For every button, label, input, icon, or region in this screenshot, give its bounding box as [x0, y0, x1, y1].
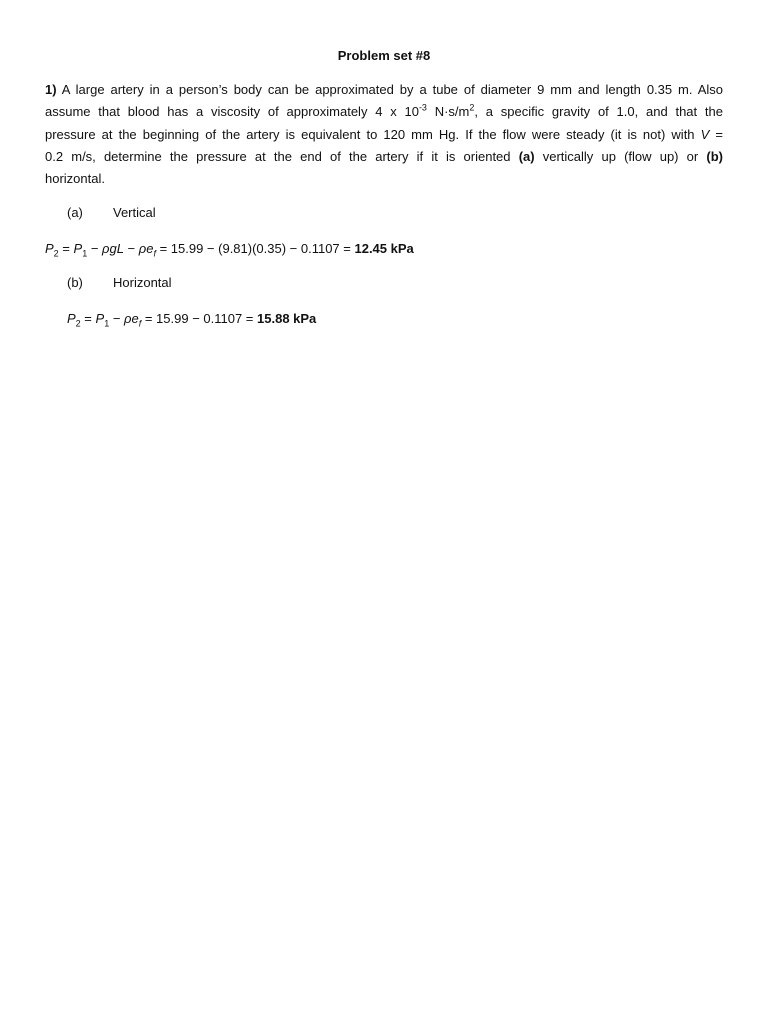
problem-line-1-text: A large artery in a person’s body can be approximated by a tube of diameter 9 mm and length 0.35 m. Also	[61, 82, 723, 97]
eq-b-p1: P	[95, 311, 105, 326]
problem-line-3-text: pressure at the beginning of the artery is equivalent to 120 mm Hg. If the flow were steady (it is not) with	[45, 126, 695, 142]
exponent-area: 2	[469, 102, 475, 113]
problem-line-2	[45, 101, 723, 123]
eq-a-p2: P	[45, 241, 54, 256]
problem-number: 1)	[45, 82, 57, 97]
eq-a-rho-e-sub: f	[153, 248, 156, 259]
part-a-ref: (a)	[518, 148, 535, 164]
part-b-label: (b)	[67, 275, 83, 290]
eq-b-p2-sub: 2	[75, 318, 81, 329]
part-b-ref: (b)	[706, 148, 724, 164]
velocity-symbol: V	[700, 126, 710, 142]
eq-b-rho-e: ρe	[124, 311, 139, 326]
eq-a-minus-2: −	[123, 241, 139, 256]
eq-a-minus-1: −	[87, 241, 103, 256]
eq-a-p1-sub: 1	[82, 248, 88, 259]
page-title: Problem set #8	[337, 48, 431, 63]
eq-b-p2: P	[67, 311, 76, 326]
eq-a-rho-e: ρe	[138, 241, 154, 256]
part-b-equation	[67, 311, 317, 329]
problem-statement	[45, 79, 723, 190]
part-a-equation	[45, 241, 414, 259]
problem-line-3-end: =	[709, 126, 723, 142]
eq-a-rho-g-l: ρgL	[102, 241, 124, 256]
eq-b-equals: =	[80, 311, 96, 326]
problem-line-2-a: assume that blood has a viscosity of approximately 4 x 10	[45, 104, 419, 120]
eq-b-p1-sub: 1	[104, 318, 110, 329]
eq-a-p1: P	[73, 241, 83, 256]
part-a-title: Vertical	[113, 205, 156, 220]
problem-line-3	[45, 124, 723, 146]
eq-a-equals: =	[58, 241, 74, 256]
eq-b-values: = 15.99 − 0.1107 =	[141, 311, 258, 326]
exponent-viscosity: -3	[418, 102, 427, 113]
part-a-heading	[67, 205, 156, 220]
part-b-title: Horizontal	[113, 275, 172, 290]
eq-a-values: = 15.99 − (9.81)(0.35) − 0.1107 =	[155, 241, 355, 256]
eq-b-minus: −	[109, 311, 125, 326]
problem-line-4	[45, 146, 723, 168]
part-b-heading	[67, 275, 172, 290]
problem-line-4-b: vertically up (flow up) or	[534, 148, 707, 164]
eq-b-rho-e-sub: f	[138, 318, 142, 329]
eq-b-result: 15.88 kPa	[257, 311, 317, 326]
problem-line-5: horizontal.	[45, 171, 105, 187]
problem-line-2-c: , a specific gravity of 1.0, and that the	[474, 104, 723, 120]
eq-a-p2-sub: 2	[53, 248, 59, 259]
part-a-label: (a)	[67, 205, 83, 220]
problem-line-2-b: N·s/m	[426, 104, 470, 120]
eq-a-result: 12.45 kPa	[354, 241, 414, 256]
problem-line-4-a: 0.2 m/s, determine the pressure at the end of the artery if it is oriented	[45, 148, 519, 164]
problem-line-1	[45, 79, 723, 101]
